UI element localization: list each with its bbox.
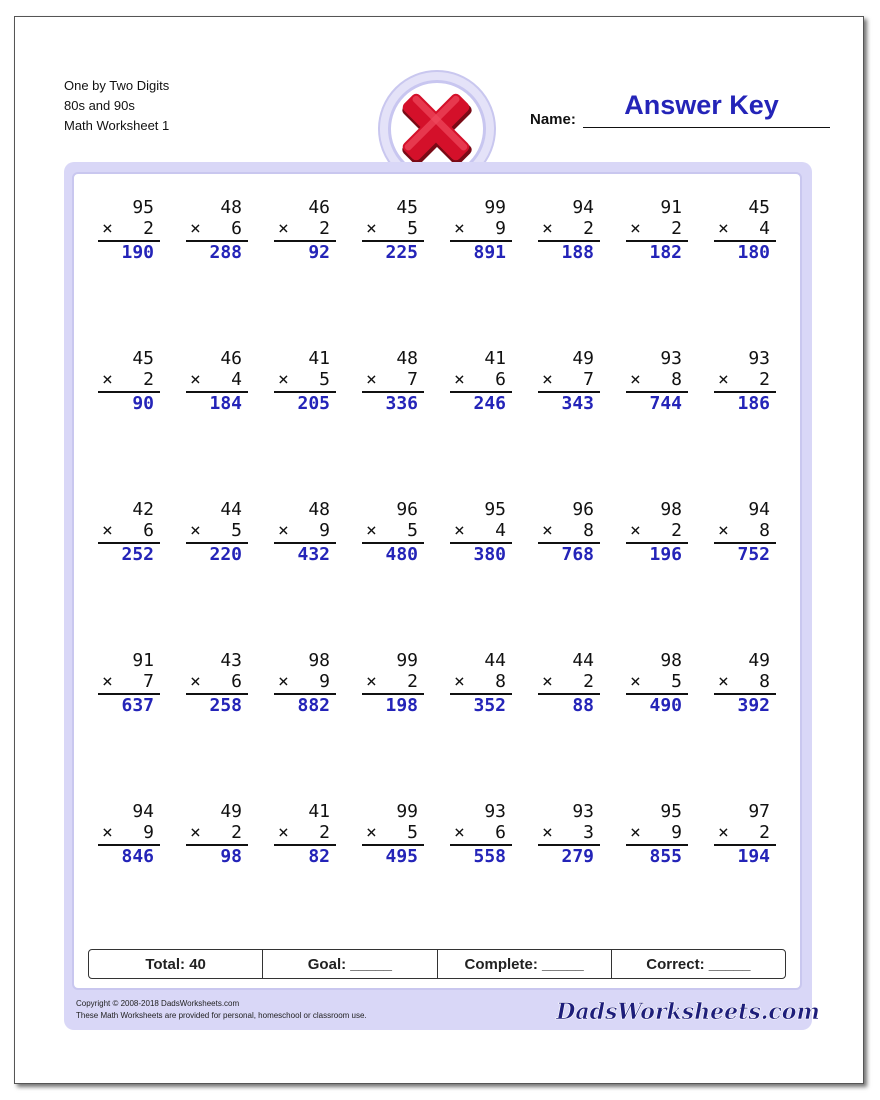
multiplicand: 44 [572,650,594,671]
multiplication-problem [274,198,336,264]
multiplication-problem [186,349,248,415]
multiplicand: 45 [396,197,418,218]
answer: 182 [649,242,682,263]
answer: 352 [473,695,506,716]
multiplication-problem [450,500,512,566]
multiplier: 2 [143,369,154,390]
multiplicand: 41 [308,801,330,822]
multiplier-row [450,219,512,242]
answer: 98 [220,846,242,867]
multiplicand: 93 [572,801,594,822]
multiplier-row [538,823,600,846]
multiplicand: 93 [660,348,682,369]
times-sign: × [102,520,113,541]
multiplier: 4 [495,520,506,541]
answer: 891 [473,242,506,263]
multiplier-row [626,823,688,846]
multiplicand: 44 [220,499,242,520]
multiplier: 6 [495,822,506,843]
multiplier: 5 [407,218,418,239]
answer: 336 [385,393,418,414]
multiplication-problem [626,802,688,868]
multiplier: 6 [231,671,242,692]
multiplicand: 97 [748,801,770,822]
multiplication-problem [538,500,600,566]
multiplier: 9 [671,822,682,843]
multiplication-problem [450,651,512,717]
multiplier-row [186,823,248,846]
total-cell: Total: 40 [89,950,263,978]
multiplicand: 93 [484,801,506,822]
multiplicand: 45 [748,197,770,218]
multiplier-row [362,370,424,393]
multiplier-row [98,672,160,695]
logo-text: DadsWorksheets.com [556,999,820,1025]
answer: 343 [561,393,594,414]
multiplicand: 46 [308,197,330,218]
multiplier: 2 [319,822,330,843]
answer: 184 [209,393,242,414]
multiplicand: 49 [748,650,770,671]
answer: 480 [385,544,418,565]
multiplier: 8 [495,671,506,692]
multiplier-row [362,672,424,695]
multiplicand: 94 [748,499,770,520]
answer: 288 [209,242,242,263]
multiplier-row [450,672,512,695]
times-sign: × [542,822,553,843]
multiplier: 7 [407,369,418,390]
multiplication-problem [714,500,776,566]
multiplication-problem [626,651,688,717]
multiplication-problem [274,349,336,415]
multiplier-row [362,823,424,846]
multiplier-row [714,370,776,393]
multiplier-row [274,370,336,393]
multiplier: 2 [671,218,682,239]
multiplier-row [362,219,424,242]
multiplier-row [98,823,160,846]
times-sign: × [630,369,641,390]
multiplicand: 94 [572,197,594,218]
times-sign: × [542,218,553,239]
answer: 855 [649,846,682,867]
multiplicand: 98 [660,650,682,671]
multiplication-problem [626,198,688,264]
multiplicand: 42 [132,499,154,520]
multiplier: 5 [671,671,682,692]
times-sign: × [630,520,641,541]
multiplier: 7 [143,671,154,692]
multiplier-row [538,521,600,544]
multiplication-problem [186,802,248,868]
times-sign: × [366,520,377,541]
multiplicand: 98 [308,650,330,671]
multiplier-row [450,370,512,393]
times-sign: × [454,218,465,239]
multiplier-row [626,219,688,242]
complete-cell[interactable]: Complete: _____ [438,950,612,978]
times-sign: × [454,822,465,843]
multiplicand: 91 [132,650,154,671]
multiplier-row [538,370,600,393]
times-sign: × [542,671,553,692]
times-sign: × [190,369,201,390]
multiplicand: 41 [308,348,330,369]
multiplier-row [626,521,688,544]
answer: 180 [737,242,770,263]
answer: 188 [561,242,594,263]
times-sign: × [102,671,113,692]
multiplier: 2 [231,822,242,843]
multiplier: 2 [319,218,330,239]
multiplication-problem [98,500,160,566]
multiplier: 2 [759,369,770,390]
multiplier-row [186,370,248,393]
times-sign: × [454,369,465,390]
answer: 495 [385,846,418,867]
multiplication-problem [98,651,160,717]
multiplicand: 49 [220,801,242,822]
multiplication-problem [186,651,248,717]
answer: 768 [561,544,594,565]
multiplication-problem [362,651,424,717]
answer: 490 [649,695,682,716]
multiplier-row [186,672,248,695]
times-sign: × [366,369,377,390]
multiplier-row [538,672,600,695]
times-sign: × [190,218,201,239]
multiplicand: 98 [660,499,682,520]
multiplier: 5 [319,369,330,390]
answer: 205 [297,393,330,414]
multiplication-problem [450,198,512,264]
multiplicand: 49 [572,348,594,369]
times-sign: × [366,218,377,239]
multiplication-problem [626,500,688,566]
multiplier-row [450,521,512,544]
answer: 196 [649,544,682,565]
answer: 90 [132,393,154,414]
multiplier: 2 [759,822,770,843]
times-sign: × [542,520,553,541]
multiplication-problem [538,802,600,868]
multiplication-problem [714,349,776,415]
multiplicand: 43 [220,650,242,671]
times-sign: × [102,822,113,843]
multiplicand: 99 [484,197,506,218]
times-sign: × [278,671,289,692]
times-sign: × [542,369,553,390]
multiplier-row [714,823,776,846]
times-sign: × [190,520,201,541]
multiplication-problem [362,198,424,264]
times-sign: × [366,822,377,843]
answer: 637 [121,695,154,716]
correct-cell[interactable]: Correct: _____ [646,956,751,973]
multiplier: 2 [671,520,682,541]
answer: 882 [297,695,330,716]
times-sign: × [278,218,289,239]
answer: 392 [737,695,770,716]
multiplication-problem [98,349,160,415]
answer: 279 [561,846,594,867]
multiplication-problem [274,500,336,566]
answer: 220 [209,544,242,565]
multiplication-problem [450,349,512,415]
multiplication-problem [98,198,160,264]
multiplier-row [98,219,160,242]
multiplication-problem [362,802,424,868]
answer: 846 [121,846,154,867]
multiplication-problem [362,500,424,566]
copyright-text: Copyright © 2008-2018 DadsWorksheets.com [76,999,240,1008]
times-sign: × [630,218,641,239]
times-sign: × [630,822,641,843]
multiplicand: 94 [132,801,154,822]
answer: 82 [308,846,330,867]
answer: 380 [473,544,506,565]
multiplier-row [714,672,776,695]
multiplication-problem [714,651,776,717]
multiplier-row [186,219,248,242]
multiplication-problem [450,802,512,868]
times-sign: × [102,369,113,390]
answer: 752 [737,544,770,565]
goal-cell[interactable]: Goal: _____ [263,950,437,978]
multiplication-problem [186,198,248,264]
multiplicand: 96 [396,499,418,520]
times-sign: × [454,671,465,692]
times-sign: × [454,520,465,541]
multiplier: 2 [583,671,594,692]
worksheet-info [64,76,169,136]
worksheet-range: 80s and 90s [64,98,135,113]
multiplicand: 95 [660,801,682,822]
multiplier: 7 [583,369,594,390]
multiplier-row [274,823,336,846]
multiplicand: 96 [572,499,594,520]
multiplier: 8 [759,520,770,541]
multiplier-row [186,521,248,544]
multiplicand: 44 [484,650,506,671]
answer: 92 [308,242,330,263]
multiplicand: 99 [396,801,418,822]
times-sign: × [102,218,113,239]
answer: 432 [297,544,330,565]
multiplier-row [714,521,776,544]
multiplier-row [362,521,424,544]
multiplier: 4 [231,369,242,390]
multiplier: 9 [319,520,330,541]
multiplier-row [450,823,512,846]
multiplication-problem [98,802,160,868]
usage-notice: These Math Worksheets are provided for personal, homeschool or classroom use. [76,1011,367,1020]
multiplier-row [98,521,160,544]
multiplicand: 48 [308,499,330,520]
multiplicand: 99 [396,650,418,671]
times-sign: × [190,822,201,843]
worksheet-title: Math Worksheet 1 [64,118,170,133]
multiplier: 9 [495,218,506,239]
multiplication-problem [714,198,776,264]
times-sign: × [278,822,289,843]
score-bar [88,949,786,979]
multiplier: 2 [407,671,418,692]
answer: 186 [737,393,770,414]
multiplicand: 95 [132,197,154,218]
times-sign: × [718,520,729,541]
multiplication-problem [714,802,776,868]
multiplicand: 41 [484,348,506,369]
answer: 258 [209,695,242,716]
multiplication-problem [274,802,336,868]
worksheet-subtitle: One by Two Digits [64,78,170,93]
multiplier: 3 [583,822,594,843]
multiplier: 8 [671,369,682,390]
copyright-block [76,998,367,1022]
name-field-line[interactable] [583,127,830,128]
multiplier: 6 [495,369,506,390]
dadsworksheets-logo [556,992,820,1028]
multiplicand: 93 [748,348,770,369]
answer: 252 [121,544,154,565]
times-sign: × [718,822,729,843]
multiplier: 8 [583,520,594,541]
answer: 190 [121,242,154,263]
answer: 744 [649,393,682,414]
multiplier: 4 [759,218,770,239]
multiplicand: 91 [660,197,682,218]
multiplier-row [626,672,688,695]
multiplier-row [626,370,688,393]
times-sign: × [718,218,729,239]
multiplier: 8 [759,671,770,692]
answer: 558 [473,846,506,867]
multiplication-problem [274,651,336,717]
multiplication-problem [538,651,600,717]
multiplier: 5 [231,520,242,541]
multiplicand: 48 [220,197,242,218]
times-sign: × [366,671,377,692]
multiplication-problem [626,349,688,415]
multiplier: 5 [407,822,418,843]
multiplier: 2 [143,218,154,239]
times-sign: × [278,520,289,541]
answer: 198 [385,695,418,716]
multiplication-problem [362,349,424,415]
multiplier: 9 [319,671,330,692]
multiplier: 2 [583,218,594,239]
multiplier-row [714,219,776,242]
multiplier: 6 [231,218,242,239]
multiplicand: 46 [220,348,242,369]
multiplier-row [274,219,336,242]
name-label: Name: [530,111,576,128]
multiplier-row [274,672,336,695]
answer: 246 [473,393,506,414]
multiplicand: 95 [484,499,506,520]
multiplier-row [98,370,160,393]
multiplicand: 48 [396,348,418,369]
multiplicand: 45 [132,348,154,369]
multiplier-row [274,521,336,544]
times-sign: × [190,671,201,692]
times-sign: × [278,369,289,390]
multiplication-problem [538,198,600,264]
times-sign: × [718,369,729,390]
multiplication-problem [538,349,600,415]
answer: 225 [385,242,418,263]
multiplier: 6 [143,520,154,541]
times-sign: × [718,671,729,692]
answer: 194 [737,846,770,867]
answer-key-title: Answer Key [624,90,779,120]
answer: 88 [572,695,594,716]
multiplier: 5 [407,520,418,541]
multiplier: 9 [143,822,154,843]
multiplication-problem [186,500,248,566]
times-sign: × [630,671,641,692]
problems-panel [72,172,802,990]
multiplier-row [538,219,600,242]
